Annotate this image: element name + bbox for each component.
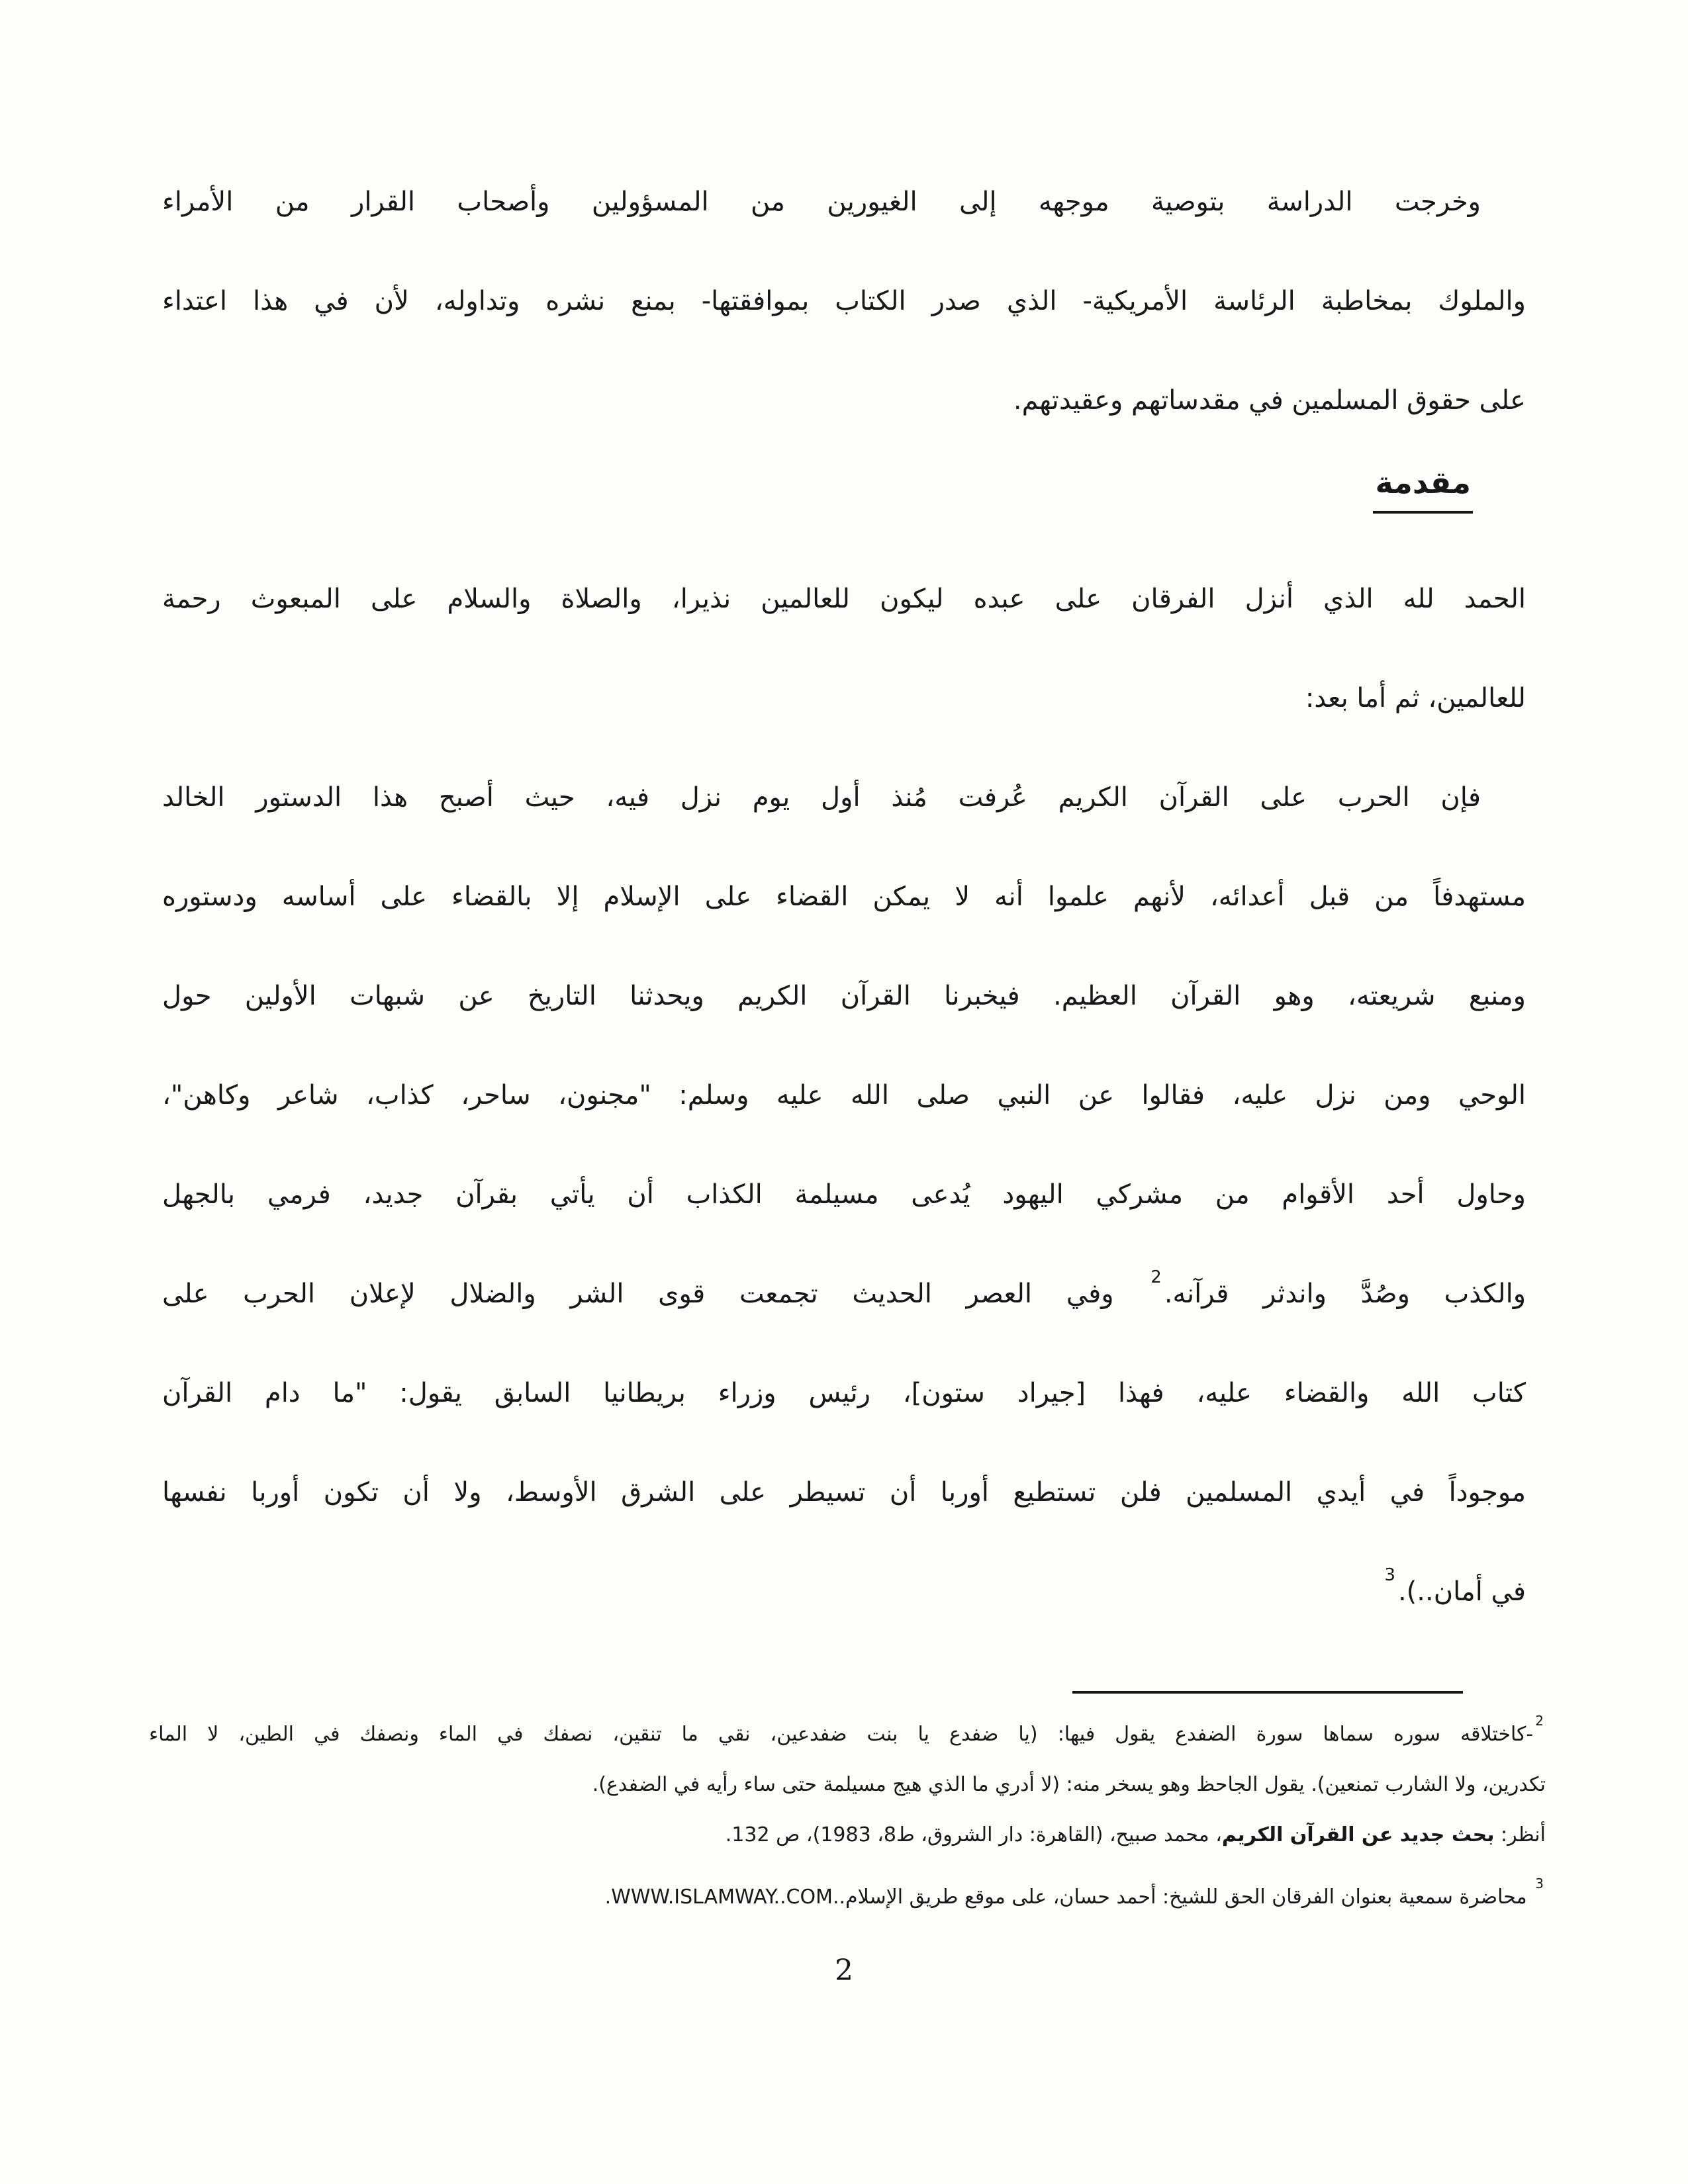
footnote-reference: 3 — [1535, 1876, 1544, 1891]
text-line — [162, 1145, 1526, 1244]
text-line — [149, 1810, 1546, 1860]
text-line — [162, 152, 1526, 251]
footnote-2 — [149, 1709, 1546, 1860]
text-segment: -كاختلاقه سوره سماها سورة الضفدع يقول فيها: (يا ضفدع يا بنت ضفدعين، نقي ما تنقين، نصفك في الماء ونصفك في الطين، لا الماء — [149, 1723, 1534, 1746]
introduction-heading — [162, 450, 1526, 549]
footnote-reference: 3 — [1384, 1565, 1395, 1585]
body-text — [162, 152, 1526, 1641]
text-line — [162, 649, 1526, 748]
war-on-quran-paragraph — [162, 748, 1526, 1641]
text-segment: للعالمين، ثم أما بعد: — [1305, 683, 1526, 713]
text-line — [162, 351, 1526, 450]
text-line — [149, 1709, 1546, 1760]
text-segment: وفي العصر الحديث تجمعت قوى الشر والضلال لإعلان الحرب على — [162, 1279, 1149, 1309]
text-segment: الحمد لله الذي أنزل الفرقان على عبده ليكون للعالمين نذيرا، والصلاة والسلام على المبعوث رحمة — [162, 584, 1526, 614]
text-segment: WWW.ISLAMWAY..COM. — [604, 1886, 833, 1909]
text-segment: كتاب الله والقضاء عليه، فهذا [جيراد ستون]، رئيس وزراء بريطانيا السابق يقول: "ما دام القرآن — [162, 1378, 1526, 1408]
text-line — [162, 946, 1526, 1046]
text-segment: تكدرين، ولا الشارب تمنعين). يقول الجاحظ وهو يسخر منه: (لا أدري ما الذي هيج مسيلمة حتى ساء رأيه في الضفدع). — [592, 1773, 1546, 1796]
text-line — [162, 847, 1526, 946]
text-line — [162, 1244, 1526, 1343]
text-line — [162, 251, 1526, 351]
footnote-3 — [149, 1872, 1546, 1923]
text-segment: والكذب وصُدَّ واندثر قرآنه. — [1164, 1279, 1526, 1309]
text-segment: موجوداً في أيدي المسلمين فلن تستطيع أوربا أن تسيطر على الشرق الأوسط، ولا أن تكون أوربا نفسها — [162, 1477, 1526, 1508]
text-line — [162, 1343, 1526, 1443]
text-line — [149, 1760, 1546, 1810]
text-line — [149, 1872, 1546, 1923]
page-number: 2 — [835, 1954, 853, 1987]
text-line — [162, 549, 1526, 649]
text-segment: على حقوق المسلمين في مقدساتهم وعقيدتهم. — [1013, 385, 1526, 416]
footnote-reference: 2 — [1150, 1267, 1162, 1287]
text-line — [162, 1542, 1526, 1641]
text-line — [162, 1443, 1526, 1542]
text-line — [162, 748, 1526, 847]
footnotes — [149, 1709, 1546, 1923]
text-segment: ، محمد صبيح، (القاهرة: دار الشروق، ط8، 1983)، ص 132. — [725, 1823, 1222, 1846]
footnote-separator-rule — [1072, 1691, 1463, 1694]
footnote-reference: 2 — [1535, 1713, 1544, 1729]
text-segment: ومنبع شريعته، وهو القرآن العظيم. فيخبرنا القرآن الكريم ويحدثنا التاريخ عن شبهات الأولين حول — [162, 981, 1526, 1011]
text-line — [162, 1046, 1526, 1145]
praise-paragraph — [162, 549, 1526, 748]
text-segment: محاضرة سمعية بعنوان الفرقان الحق للشيخ: أحمد حسان، على موقع طريق الإسلام.. — [832, 1886, 1534, 1909]
section-heading: مقدمة — [1373, 459, 1473, 514]
text-segment: بحث جديد عن القرآن الكريم — [1221, 1823, 1495, 1846]
text-segment: الوحي ومن نزل عليه، فقالوا عن النبي صلى الله عليه وسلم: "مجنون، ساحر، كذاب، شاعر وكاهن"، — [162, 1080, 1526, 1111]
text-segment: والملوك بمخاطبة الرئاسة الأمريكية- الذي صدر الكتاب بموافقتها- بمنع نشره وتداوله، لأن في هذا اعتداء — [162, 286, 1526, 316]
text-segment: أنظر: — [1494, 1823, 1546, 1846]
text-segment: في أمان..). — [1397, 1576, 1526, 1607]
text-segment: فإن الحرب على القرآن الكريم عُرفت مُنذ أول يوم نزل فيه، حيث أصبح هذا الدستور الخالد — [162, 782, 1481, 813]
footnote-section — [149, 1691, 1546, 1923]
text-segment: وحاول أحد الأقوام من مشركي اليهود يُدعى مسيلمة الكذاب أن يأتي بقرآن جديد، فرمي بالجهل — [162, 1179, 1526, 1210]
recommendation-paragraph — [162, 152, 1526, 450]
text-segment: وخرجت الدراسة بتوصية موجهه إلى الغيورين من المسؤولين وأصحاب القرار من الأمراء — [162, 187, 1481, 217]
text-segment: مستهدفاً من قبل أعدائه، لأنهم علموا أنه لا يمكن القضاء على الإسلام إلا بالقضاء على أساسه ودستوره — [162, 882, 1526, 912]
